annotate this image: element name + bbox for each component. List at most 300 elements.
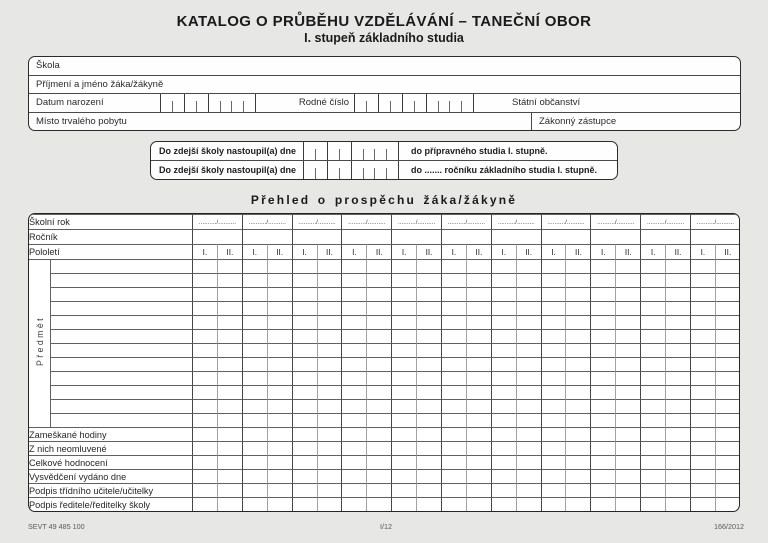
grade-cell[interactable]	[690, 343, 715, 357]
grade-cell[interactable]	[217, 455, 242, 469]
grade-cell[interactable]	[292, 441, 317, 455]
grade-cell[interactable]	[590, 469, 615, 483]
enrollment-date-digit-cell[interactable]	[352, 161, 364, 179]
grade-cell[interactable]	[441, 287, 466, 301]
grade-cell[interactable]	[640, 315, 665, 329]
grade-cell[interactable]	[565, 329, 590, 343]
birth-number-digit-cell[interactable]	[450, 94, 462, 112]
grade-cell[interactable]	[366, 469, 391, 483]
grade-cell[interactable]	[615, 371, 640, 385]
grade-cell[interactable]	[665, 385, 690, 399]
grade-cell[interactable]	[690, 287, 715, 301]
grade-cell[interactable]	[516, 441, 541, 455]
grade-cell[interactable]	[416, 413, 441, 427]
enrollment-date-digit-cell[interactable]	[328, 161, 340, 179]
grade-cell[interactable]	[690, 413, 715, 427]
grade-cell[interactable]	[541, 329, 566, 343]
enrollment-date-digit-cell[interactable]	[387, 161, 399, 179]
enrollment-date-digit-cell[interactable]	[387, 142, 399, 160]
grade-cell[interactable]	[516, 343, 541, 357]
grade-cell[interactable]	[416, 469, 441, 483]
grade-cell[interactable]	[715, 483, 740, 497]
grade-cell[interactable]	[491, 343, 516, 357]
grade-cell[interactable]	[242, 427, 267, 441]
school-year-cell[interactable]: ........../..........	[690, 214, 740, 229]
grade-cell[interactable]	[192, 469, 217, 483]
grade-cell[interactable]	[640, 259, 665, 273]
grade-cell[interactable]	[715, 455, 740, 469]
grade-cell[interactable]	[466, 455, 491, 469]
grade-cell[interactable]	[292, 469, 317, 483]
grade-cell[interactable]	[217, 427, 242, 441]
grade-cell[interactable]	[565, 357, 590, 371]
grade-cell[interactable]	[565, 399, 590, 413]
grade-cell[interactable]	[441, 329, 466, 343]
grade-cell[interactable]	[242, 455, 267, 469]
grade-cell[interactable]	[466, 343, 491, 357]
grade-cell[interactable]	[466, 315, 491, 329]
grade-cell[interactable]	[192, 287, 217, 301]
grade-cell[interactable]	[341, 413, 366, 427]
grade-cell[interactable]	[217, 259, 242, 273]
grade-cell[interactable]	[292, 329, 317, 343]
grade-cell[interactable]	[516, 273, 541, 287]
birth-date-digit-cell[interactable]	[161, 94, 173, 112]
subject-name-cell[interactable]	[51, 385, 192, 399]
school-year-cell[interactable]: ........../..........	[341, 214, 391, 229]
guardian-label[interactable]: Zákonný zástupce	[531, 113, 740, 131]
grade-cell[interactable]	[690, 455, 715, 469]
grade-cell[interactable]	[615, 357, 640, 371]
grade-cell[interactable]	[615, 413, 640, 427]
grade-cell[interactable]	[491, 315, 516, 329]
grade-cell[interactable]	[541, 301, 566, 315]
grade-cell[interactable]	[441, 301, 466, 315]
grade-cell[interactable]	[267, 357, 292, 371]
grade-cell[interactable]	[466, 385, 491, 399]
grade-year-cell[interactable]	[441, 229, 491, 244]
grade-cell[interactable]	[242, 385, 267, 399]
grade-cell[interactable]	[292, 413, 317, 427]
grade-cell[interactable]	[391, 455, 416, 469]
grade-cell[interactable]	[267, 343, 292, 357]
grade-cell[interactable]	[341, 469, 366, 483]
grade-year-cell[interactable]	[341, 229, 391, 244]
grade-cell[interactable]	[242, 273, 267, 287]
grade-cell[interactable]	[615, 497, 640, 511]
enrollment-date-digit-cell[interactable]	[316, 142, 328, 160]
grade-cell[interactable]	[192, 371, 217, 385]
grade-cell[interactable]	[491, 371, 516, 385]
grade-cell[interactable]	[242, 399, 267, 413]
enrollment-date-digit-cell[interactable]	[375, 161, 387, 179]
grade-cell[interactable]	[590, 371, 615, 385]
grade-cell[interactable]	[715, 357, 740, 371]
grade-cell[interactable]	[466, 497, 491, 511]
birth-date-digit-cell[interactable]	[197, 94, 209, 112]
grade-cell[interactable]	[441, 483, 466, 497]
grade-cell[interactable]	[341, 427, 366, 441]
grade-cell[interactable]	[690, 357, 715, 371]
grade-cell[interactable]	[565, 343, 590, 357]
grade-cell[interactable]	[292, 343, 317, 357]
grade-cell[interactable]	[565, 315, 590, 329]
grade-cell[interactable]	[441, 385, 466, 399]
grade-cell[interactable]	[491, 469, 516, 483]
birth-number-digit-cell[interactable]	[355, 94, 367, 112]
grade-cell[interactable]	[640, 301, 665, 315]
grade-cell[interactable]	[565, 301, 590, 315]
grade-cell[interactable]	[541, 427, 566, 441]
grade-cell[interactable]	[217, 371, 242, 385]
grade-cell[interactable]	[541, 315, 566, 329]
grade-cell[interactable]	[690, 315, 715, 329]
grade-cell[interactable]	[317, 399, 342, 413]
grade-cell[interactable]	[565, 497, 590, 511]
grade-cell[interactable]	[715, 441, 740, 455]
grade-cell[interactable]	[391, 427, 416, 441]
grade-cell[interactable]	[640, 329, 665, 343]
grade-cell[interactable]	[516, 413, 541, 427]
grade-cell[interactable]	[516, 301, 541, 315]
grade-cell[interactable]	[590, 427, 615, 441]
grade-cell[interactable]	[267, 371, 292, 385]
grade-cell[interactable]	[441, 273, 466, 287]
subject-name-cell[interactable]	[51, 329, 192, 343]
grade-cell[interactable]	[441, 315, 466, 329]
grade-cell[interactable]	[391, 287, 416, 301]
grade-cell[interactable]	[391, 399, 416, 413]
grade-cell[interactable]	[565, 413, 590, 427]
grade-cell[interactable]	[491, 329, 516, 343]
school-year-cell[interactable]: ........../..........	[292, 214, 342, 229]
grade-cell[interactable]	[292, 497, 317, 511]
grade-cell[interactable]	[391, 343, 416, 357]
grade-cell[interactable]	[690, 329, 715, 343]
grade-cell[interactable]	[590, 287, 615, 301]
school-year-cell[interactable]: ........../..........	[590, 214, 640, 229]
grade-cell[interactable]	[541, 455, 566, 469]
grade-cell[interactable]	[416, 441, 441, 455]
birth-date-digit-cell[interactable]	[221, 94, 233, 112]
grade-cell[interactable]	[391, 385, 416, 399]
grade-cell[interactable]	[292, 371, 317, 385]
grade-cell[interactable]	[192, 483, 217, 497]
grade-cell[interactable]	[391, 497, 416, 511]
grade-cell[interactable]	[416, 399, 441, 413]
grade-cell[interactable]	[466, 427, 491, 441]
grade-cell[interactable]	[590, 273, 615, 287]
grade-year-cell[interactable]	[590, 229, 640, 244]
grade-cell[interactable]	[242, 371, 267, 385]
grade-cell[interactable]	[416, 343, 441, 357]
grade-cell[interactable]	[267, 329, 292, 343]
grade-cell[interactable]	[541, 273, 566, 287]
grade-cell[interactable]	[391, 357, 416, 371]
grade-cell[interactable]	[615, 329, 640, 343]
grade-cell[interactable]	[192, 427, 217, 441]
grade-cell[interactable]	[192, 385, 217, 399]
grade-cell[interactable]	[690, 483, 715, 497]
grade-cell[interactable]	[565, 371, 590, 385]
grade-cell[interactable]	[640, 385, 665, 399]
grade-cell[interactable]	[541, 357, 566, 371]
grade-cell[interactable]	[267, 301, 292, 315]
birth-number-digit-cell[interactable]	[415, 94, 427, 112]
grade-cell[interactable]	[665, 413, 690, 427]
grade-cell[interactable]	[242, 343, 267, 357]
grade-cell[interactable]	[341, 343, 366, 357]
subject-name-cell[interactable]	[51, 413, 192, 427]
grade-cell[interactable]	[690, 273, 715, 287]
grade-cell[interactable]	[192, 455, 217, 469]
enrollment-date-digit-cell[interactable]	[364, 161, 376, 179]
grade-cell[interactable]	[242, 413, 267, 427]
grade-cell[interactable]	[715, 287, 740, 301]
grade-cell[interactable]	[665, 329, 690, 343]
grade-cell[interactable]	[491, 441, 516, 455]
grade-cell[interactable]	[317, 343, 342, 357]
grade-cell[interactable]	[317, 315, 342, 329]
grade-cell[interactable]	[192, 273, 217, 287]
grade-cell[interactable]	[416, 329, 441, 343]
grade-cell[interactable]	[466, 287, 491, 301]
grade-year-cell[interactable]	[391, 229, 441, 244]
grade-cell[interactable]	[217, 497, 242, 511]
grade-cell[interactable]	[267, 469, 292, 483]
grade-cell[interactable]	[615, 259, 640, 273]
grade-cell[interactable]	[565, 441, 590, 455]
grade-cell[interactable]	[541, 399, 566, 413]
grade-cell[interactable]	[541, 497, 566, 511]
grade-cell[interactable]	[615, 441, 640, 455]
grade-cell[interactable]	[267, 441, 292, 455]
grade-cell[interactable]	[217, 343, 242, 357]
grade-cell[interactable]	[292, 273, 317, 287]
grade-cell[interactable]	[391, 413, 416, 427]
grade-cell[interactable]	[541, 259, 566, 273]
grade-cell[interactable]	[640, 455, 665, 469]
grade-cell[interactable]	[516, 357, 541, 371]
birth-date-digit-cell[interactable]	[209, 94, 221, 112]
enrollment-date-digit-cell[interactable]	[316, 161, 328, 179]
grade-year-cell[interactable]	[541, 229, 591, 244]
grade-cell[interactable]	[615, 273, 640, 287]
grade-cell[interactable]	[491, 413, 516, 427]
grade-cell[interactable]	[292, 357, 317, 371]
grade-cell[interactable]	[267, 287, 292, 301]
grade-cell[interactable]	[192, 315, 217, 329]
grade-cell[interactable]	[640, 413, 665, 427]
enrollment-date-digit-cell[interactable]	[304, 142, 316, 160]
grade-cell[interactable]	[491, 399, 516, 413]
grade-cell[interactable]	[541, 385, 566, 399]
grade-cell[interactable]	[516, 385, 541, 399]
grade-cell[interactable]	[690, 301, 715, 315]
grade-cell[interactable]	[267, 273, 292, 287]
grade-cell[interactable]	[541, 469, 566, 483]
grade-cell[interactable]	[491, 497, 516, 511]
grade-cell[interactable]	[541, 287, 566, 301]
residence-label[interactable]: Místo trvalého pobytu	[36, 115, 127, 127]
grade-cell[interactable]	[590, 455, 615, 469]
grade-cell[interactable]	[665, 273, 690, 287]
grade-cell[interactable]	[491, 385, 516, 399]
grade-cell[interactable]	[665, 343, 690, 357]
grade-cell[interactable]	[590, 441, 615, 455]
subject-name-cell[interactable]	[51, 343, 192, 357]
grade-cell[interactable]	[466, 371, 491, 385]
grade-cell[interactable]	[590, 483, 615, 497]
student-name-field-row[interactable]	[29, 75, 740, 94]
grade-cell[interactable]	[391, 301, 416, 315]
grade-cell[interactable]	[590, 385, 615, 399]
grade-cell[interactable]	[217, 413, 242, 427]
grade-cell[interactable]	[715, 301, 740, 315]
grade-cell[interactable]	[416, 301, 441, 315]
grade-cell[interactable]	[391, 469, 416, 483]
grade-cell[interactable]	[665, 371, 690, 385]
grade-cell[interactable]	[217, 483, 242, 497]
birth-date-digit-cell[interactable]	[173, 94, 185, 112]
grade-cell[interactable]	[565, 385, 590, 399]
grade-cell[interactable]	[242, 469, 267, 483]
grade-cell[interactable]	[242, 497, 267, 511]
grade-cell[interactable]	[217, 273, 242, 287]
grade-cell[interactable]	[665, 497, 690, 511]
grade-cell[interactable]	[391, 273, 416, 287]
grade-cell[interactable]	[366, 371, 391, 385]
grade-cell[interactable]	[441, 357, 466, 371]
grade-cell[interactable]	[441, 259, 466, 273]
grade-cell[interactable]	[317, 287, 342, 301]
grade-cell[interactable]	[292, 301, 317, 315]
grade-cell[interactable]	[590, 413, 615, 427]
grade-cell[interactable]	[292, 287, 317, 301]
grade-cell[interactable]	[217, 385, 242, 399]
grade-cell[interactable]	[391, 329, 416, 343]
grade-cell[interactable]	[715, 315, 740, 329]
grade-cell[interactable]	[267, 483, 292, 497]
grade-cell[interactable]	[665, 427, 690, 441]
grade-cell[interactable]	[317, 259, 342, 273]
birth-date-digit-cell[interactable]	[232, 94, 244, 112]
grade-cell[interactable]	[640, 469, 665, 483]
grade-cell[interactable]	[366, 357, 391, 371]
grade-cell[interactable]	[292, 385, 317, 399]
grade-cell[interactable]	[366, 287, 391, 301]
grade-cell[interactable]	[391, 259, 416, 273]
enrollment-date-digit-cell[interactable]	[328, 142, 340, 160]
school-field-row[interactable]	[29, 57, 740, 75]
grade-cell[interactable]	[292, 483, 317, 497]
grade-cell[interactable]	[441, 497, 466, 511]
grade-cell[interactable]	[590, 497, 615, 511]
grade-cell[interactable]	[317, 469, 342, 483]
grade-cell[interactable]	[466, 469, 491, 483]
subject-name-cell[interactable]	[51, 301, 192, 315]
grade-cell[interactable]	[715, 413, 740, 427]
grade-cell[interactable]	[715, 427, 740, 441]
grade-cell[interactable]	[341, 399, 366, 413]
grade-cell[interactable]	[491, 259, 516, 273]
grade-cell[interactable]	[665, 441, 690, 455]
grade-cell[interactable]	[516, 259, 541, 273]
grade-cell[interactable]	[416, 455, 441, 469]
grade-cell[interactable]	[341, 385, 366, 399]
grade-cell[interactable]	[192, 497, 217, 511]
enrollment-date-digit-cell[interactable]	[340, 142, 352, 160]
grade-cell[interactable]	[366, 273, 391, 287]
grade-cell[interactable]	[416, 259, 441, 273]
subject-name-cell[interactable]	[51, 287, 192, 301]
grade-cell[interactable]	[565, 259, 590, 273]
grade-cell[interactable]	[665, 301, 690, 315]
enrollment-date-digit-cell[interactable]	[352, 142, 364, 160]
grade-cell[interactable]	[192, 259, 217, 273]
grade-cell[interactable]	[341, 483, 366, 497]
grade-cell[interactable]	[565, 469, 590, 483]
grade-cell[interactable]	[242, 287, 267, 301]
grade-cell[interactable]	[242, 357, 267, 371]
grade-cell[interactable]	[640, 483, 665, 497]
grade-cell[interactable]	[516, 315, 541, 329]
grade-cell[interactable]	[565, 273, 590, 287]
birth-date-digit-cell[interactable]	[185, 94, 197, 112]
grade-cell[interactable]	[491, 273, 516, 287]
grade-cell[interactable]	[292, 399, 317, 413]
grade-cell[interactable]	[715, 385, 740, 399]
grade-cell[interactable]	[665, 287, 690, 301]
grade-cell[interactable]	[615, 469, 640, 483]
grade-cell[interactable]	[466, 441, 491, 455]
grade-cell[interactable]	[466, 273, 491, 287]
grade-cell[interactable]	[466, 413, 491, 427]
grade-cell[interactable]	[466, 329, 491, 343]
grade-cell[interactable]	[441, 455, 466, 469]
grade-year-cell[interactable]	[491, 229, 541, 244]
grade-cell[interactable]	[416, 287, 441, 301]
grade-cell[interactable]	[317, 427, 342, 441]
grade-cell[interactable]	[391, 483, 416, 497]
grade-cell[interactable]	[217, 287, 242, 301]
grade-cell[interactable]	[541, 483, 566, 497]
birth-number-digit-cell[interactable]	[403, 94, 415, 112]
grade-cell[interactable]	[466, 357, 491, 371]
grade-cell[interactable]	[366, 497, 391, 511]
grade-cell[interactable]	[715, 329, 740, 343]
enrollment-date-digit-cell[interactable]	[340, 161, 352, 179]
grade-cell[interactable]	[491, 483, 516, 497]
grade-cell[interactable]	[590, 301, 615, 315]
subject-name-cell[interactable]	[51, 399, 192, 413]
grade-cell[interactable]	[317, 385, 342, 399]
grade-cell[interactable]	[640, 287, 665, 301]
grade-cell[interactable]	[341, 357, 366, 371]
grade-cell[interactable]	[292, 259, 317, 273]
grade-cell[interactable]	[491, 301, 516, 315]
grade-cell[interactable]	[615, 287, 640, 301]
grade-cell[interactable]	[565, 287, 590, 301]
grade-cell[interactable]	[665, 357, 690, 371]
grade-cell[interactable]	[217, 315, 242, 329]
grade-cell[interactable]	[590, 399, 615, 413]
subject-name-cell[interactable]	[51, 273, 192, 287]
grade-cell[interactable]	[715, 399, 740, 413]
grade-cell[interactable]	[665, 399, 690, 413]
grade-cell[interactable]	[242, 441, 267, 455]
grade-cell[interactable]	[416, 427, 441, 441]
